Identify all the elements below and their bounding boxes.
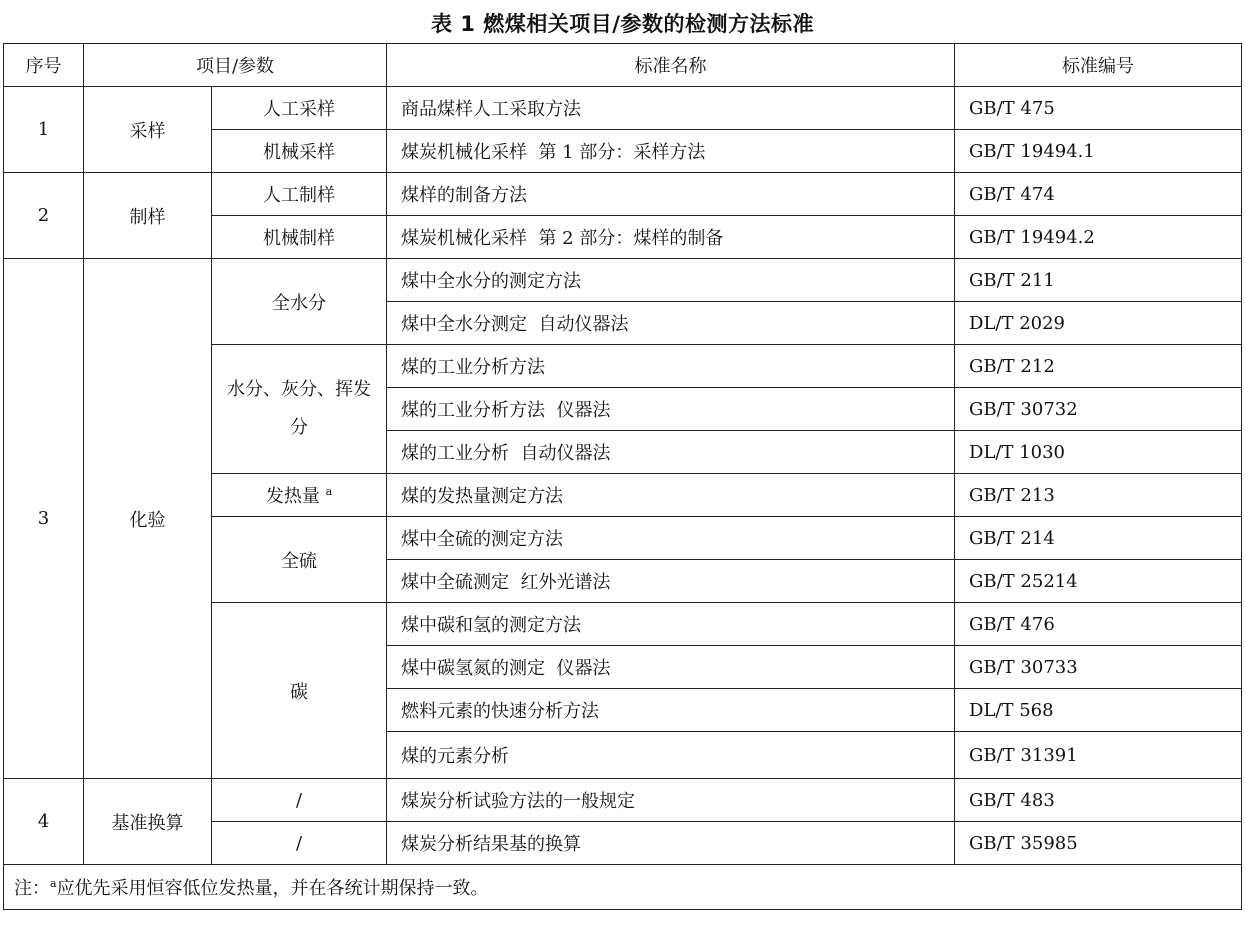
group-item: 化验: [84, 259, 212, 779]
table-row: [4, 259, 1242, 302]
table-row: [4, 779, 1242, 822]
param-label: [212, 216, 387, 259]
standard-code: GB/T 31391: [955, 732, 1242, 779]
standard-code: GB/T 211: [955, 259, 1242, 302]
standards-table: [3, 43, 1242, 910]
param-label: [212, 87, 387, 130]
param-label-text: 水分、灰分、挥发分: [227, 379, 371, 438]
param-label: [212, 517, 387, 603]
note-footnote-marker: a: [50, 877, 57, 890]
standard-name: 煤炭分析结果基的换算: [387, 822, 955, 865]
param-label: [212, 130, 387, 173]
param-label-text: 机械制样: [263, 228, 335, 249]
param-label-text: 全水分: [272, 292, 326, 314]
group-item: 基准换算: [84, 779, 212, 865]
standard-name: 煤中碳氢氮的测定 仪器法: [387, 646, 955, 689]
param-label-text: 人工制样: [263, 185, 335, 206]
standard-name: 煤的工业分析 自动仪器法: [387, 431, 955, 474]
table-row: [4, 173, 1242, 216]
header-no: 序号: [4, 44, 84, 87]
group-number: 2: [4, 173, 84, 259]
table-row: [4, 87, 1242, 130]
standard-code: DL/T 568: [955, 689, 1242, 732]
param-label: [212, 345, 387, 474]
table-header-row: [4, 44, 1242, 87]
standard-code: DL/T 1030: [955, 431, 1242, 474]
note-text: 应优先采用恒容低位发热量，并在各统计期保持一致。: [56, 878, 489, 899]
param-label-text: /: [295, 789, 303, 811]
param-label: [212, 603, 387, 779]
note-row: [4, 865, 1242, 910]
standard-name: 煤的发热量测定方法: [387, 474, 955, 517]
standard-name: 煤炭分析试验方法的一般规定: [387, 779, 955, 822]
group-item: 采样: [84, 87, 212, 173]
standard-name: 煤中全硫的测定方法: [387, 517, 955, 560]
header-item: 项目/参数: [84, 44, 387, 87]
param-label: [212, 259, 387, 345]
group-number: 1: [4, 87, 84, 173]
standard-name: 煤中全水分测定 自动仪器法: [387, 302, 955, 345]
standard-code: GB/T 475: [955, 87, 1242, 130]
table-note: [4, 865, 1242, 910]
param-label-text: 碳: [290, 681, 308, 703]
standard-name: 煤的工业分析方法 仪器法: [387, 388, 955, 431]
header-code: 标准编号: [955, 44, 1242, 87]
param-label: [212, 474, 387, 517]
param-label: [212, 173, 387, 216]
table-title: 表 1 燃煤相关项目/参数的检测方法标准: [431, 12, 814, 36]
standard-code: GB/T 35985: [955, 822, 1242, 865]
standard-code: DL/T 2029: [955, 302, 1242, 345]
standard-code: GB/T 19494.2: [955, 216, 1242, 259]
group-number: 3: [4, 259, 84, 779]
standard-name: 煤炭机械化采样 第 1 部分：采样方法: [387, 130, 955, 173]
group-number: 4: [4, 779, 84, 865]
standard-name: 商品煤样人工采取方法: [387, 87, 955, 130]
standard-code: GB/T 476: [955, 603, 1242, 646]
param-label-text: 发热量: [265, 486, 320, 507]
standard-code: GB/T 30732: [955, 388, 1242, 431]
param-label-text: /: [295, 832, 303, 854]
param-label-text: 机械采样: [263, 142, 335, 163]
standard-name: 煤中碳和氢的测定方法: [387, 603, 955, 646]
note-prefix: 注：: [14, 878, 50, 899]
param-label: [212, 779, 387, 822]
param-label: [212, 822, 387, 865]
param-label-text: 全硫: [281, 550, 317, 572]
standard-code: GB/T 30733: [955, 646, 1242, 689]
standard-code: GB/T 214: [955, 517, 1242, 560]
standard-name: 煤中全水分的测定方法: [387, 259, 955, 302]
standard-name: 煤中全硫测定 红外光谱法: [387, 560, 955, 603]
standard-name: 煤炭机械化采样 第 2 部分：煤样的制备: [387, 216, 955, 259]
standard-code: GB/T 212: [955, 345, 1242, 388]
standard-name: 燃料元素的快速分析方法: [387, 689, 955, 732]
param-label-text: 人工采样: [263, 99, 335, 120]
standard-name: 煤的工业分析方法: [387, 345, 955, 388]
standard-name: 煤的元素分析: [387, 732, 955, 779]
group-item: 制样: [84, 173, 212, 259]
header-name: 标准名称: [387, 44, 955, 87]
standard-name: 煤样的制备方法: [387, 173, 955, 216]
standard-code: GB/T 19494.1: [955, 130, 1242, 173]
standard-code: GB/T 474: [955, 173, 1242, 216]
standard-code: GB/T 25214: [955, 560, 1242, 603]
standard-code: GB/T 213: [955, 474, 1242, 517]
footnote-marker: a: [325, 485, 333, 498]
standard-code: GB/T 483: [955, 779, 1242, 822]
